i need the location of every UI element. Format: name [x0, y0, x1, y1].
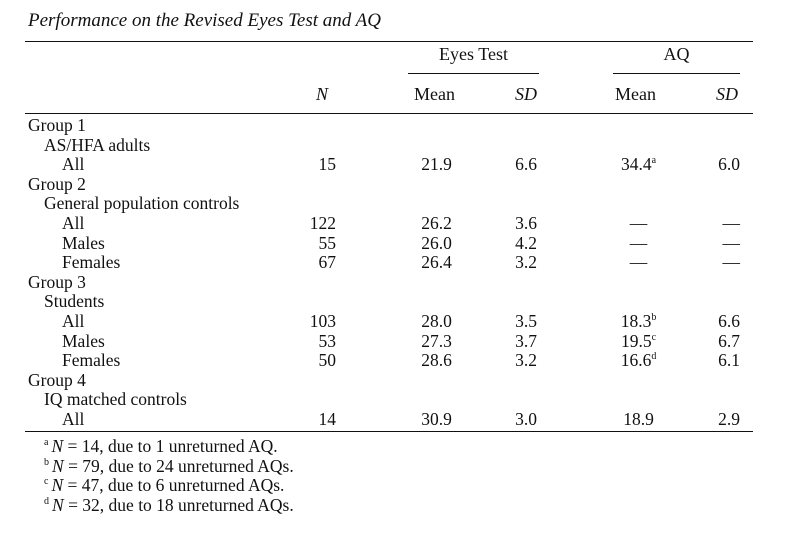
- table-row: [0, 351, 801, 371]
- note-symbol: N: [51, 475, 64, 496]
- aq-mean-value: —: [629, 213, 648, 233]
- aq-mean-cell: [611, 332, 666, 352]
- aq-mean-value: 34.4: [620, 154, 652, 175]
- n-cell: 14: [318, 409, 336, 429]
- row-label: General population controls: [44, 193, 240, 214]
- row-label: All: [62, 213, 85, 233]
- n-cell: 122: [309, 213, 336, 233]
- aq-rule: [613, 73, 740, 74]
- row-label: All: [62, 154, 85, 175]
- aq-header: AQ: [663, 44, 690, 64]
- aq-sd-cell: 2.9: [718, 409, 740, 429]
- note-item: [44, 437, 294, 457]
- table-row: [0, 136, 801, 156]
- table-row: [0, 194, 801, 214]
- table-row: [0, 332, 801, 352]
- n-column-header: N: [316, 84, 329, 104]
- aq-mean-cell: [611, 214, 666, 234]
- eyes-sd-cell: 3.2: [515, 252, 537, 273]
- n-cell: 15: [318, 154, 336, 175]
- note-item: [44, 457, 294, 477]
- eyes-sd-cell: 3.7: [515, 330, 537, 351]
- eyes-mean-cell: 27.3: [421, 330, 452, 351]
- aq-mean-cell: [611, 410, 666, 430]
- aq-mean-cell: [611, 312, 666, 332]
- eyes-mean-cell: 28.6: [421, 350, 452, 371]
- row-label: Males: [62, 330, 105, 351]
- aq-sd-cell: 6.7: [718, 330, 740, 351]
- n-cell: 50: [318, 350, 336, 371]
- top-rule: [25, 41, 753, 42]
- note-item: [44, 496, 294, 516]
- bottom-rule: [25, 431, 753, 432]
- aq-mean-value: 16.6: [620, 350, 652, 371]
- eyes-mean-cell: 21.9: [421, 154, 452, 175]
- n-cell: 67: [318, 252, 336, 273]
- row-label: Females: [62, 350, 121, 371]
- footnote-marker: b: [651, 312, 657, 324]
- eyes-mean-cell: 26.4: [421, 252, 452, 273]
- eyes-mean-cell: 26.0: [421, 232, 452, 253]
- n-cell: 53: [318, 330, 336, 351]
- row-label: IQ matched controls: [44, 389, 187, 410]
- aq-mean-cell: [611, 234, 666, 254]
- row-label: Group 3: [28, 271, 86, 292]
- eyes-sd-cell: 3.6: [515, 213, 537, 233]
- note-marker: d: [44, 495, 49, 507]
- aq-sd-cell: —: [722, 213, 740, 233]
- eyes-mean-cell: 28.0: [421, 311, 452, 331]
- table-row: [0, 116, 801, 136]
- aq-mean-value: 19.5: [620, 330, 652, 351]
- eyes-mean-cell: 30.9: [421, 409, 452, 429]
- n-cell: 55: [318, 232, 336, 253]
- row-label: Group 2: [28, 173, 86, 194]
- header-rule: [25, 113, 753, 114]
- note-symbol: N: [51, 436, 64, 456]
- table-row: [0, 253, 801, 273]
- note-marker: c: [44, 476, 49, 488]
- aq-mean-cell: [611, 155, 666, 175]
- table-row: [0, 390, 801, 410]
- aq-mean-cell: [611, 253, 666, 273]
- note-text: = 14, due to 1 unreturned AQ.: [63, 436, 278, 456]
- aq-mean-value: —: [629, 232, 648, 253]
- row-label: Females: [62, 252, 121, 273]
- n-cell: 103: [309, 311, 336, 331]
- aq-sd-column-header: SD: [716, 84, 738, 104]
- eyes-mean-column-header: Mean: [414, 84, 455, 104]
- row-label: Group 4: [28, 369, 86, 390]
- table-row: [0, 214, 801, 234]
- note-marker: b: [44, 456, 49, 468]
- row-label: All: [62, 409, 85, 429]
- aq-sd-cell: —: [722, 232, 740, 253]
- note-symbol: N: [52, 494, 64, 515]
- table-notes: [44, 437, 294, 515]
- eyes-sd-cell: 3.2: [515, 350, 537, 371]
- note-text: = 79, due to 24 unreturned AQs.: [63, 455, 294, 476]
- note-symbol: N: [52, 455, 64, 476]
- table-row: [0, 155, 801, 175]
- aq-mean-cell: [611, 351, 666, 371]
- table-row: [0, 410, 801, 430]
- table-row: [0, 175, 801, 195]
- footnote-marker: c: [651, 331, 657, 343]
- row-label: AS/HFA adults: [44, 134, 151, 155]
- eyes-sd-column-header: SD: [515, 84, 537, 104]
- eyes-sd-cell: 6.6: [515, 154, 537, 175]
- aq-sd-cell: —: [722, 252, 740, 273]
- aq-mean-value: —: [629, 252, 648, 273]
- table-row: [0, 292, 801, 312]
- aq-mean-column-header: Mean: [615, 84, 656, 104]
- eyes-sd-cell: 3.0: [515, 409, 537, 429]
- row-label: Group 1: [28, 115, 86, 135]
- eyes-sd-cell: 4.2: [515, 232, 537, 253]
- row-label: All: [62, 311, 85, 331]
- table-caption: Performance on the Revised Eyes Test and AQ: [28, 10, 382, 31]
- row-label: Students: [44, 291, 105, 312]
- table-row: [0, 312, 801, 332]
- note-text: = 32, due to 18 unreturned AQs.: [63, 494, 294, 515]
- eyes-mean-cell: 26.2: [421, 213, 452, 233]
- note-item: [44, 476, 294, 496]
- eyes-test-header: Eyes Test: [439, 44, 508, 64]
- footnote-marker: a: [651, 155, 657, 167]
- table-row: [0, 273, 801, 293]
- table-row: [0, 371, 801, 391]
- eyes-test-rule: [408, 73, 539, 74]
- note-marker: a: [44, 437, 49, 449]
- aq-mean-value: 18.3: [620, 311, 652, 331]
- table-row: [0, 234, 801, 254]
- row-label: Males: [62, 232, 105, 253]
- aq-sd-cell: 6.6: [718, 311, 740, 331]
- aq-sd-cell: 6.0: [718, 154, 740, 175]
- aq-mean-value: 18.9: [623, 409, 654, 429]
- note-text: = 47, due to 6 unreturned AQs.: [63, 475, 285, 496]
- footnote-marker: d: [651, 351, 657, 363]
- eyes-sd-cell: 3.5: [515, 311, 537, 331]
- aq-sd-cell: 6.1: [718, 350, 740, 371]
